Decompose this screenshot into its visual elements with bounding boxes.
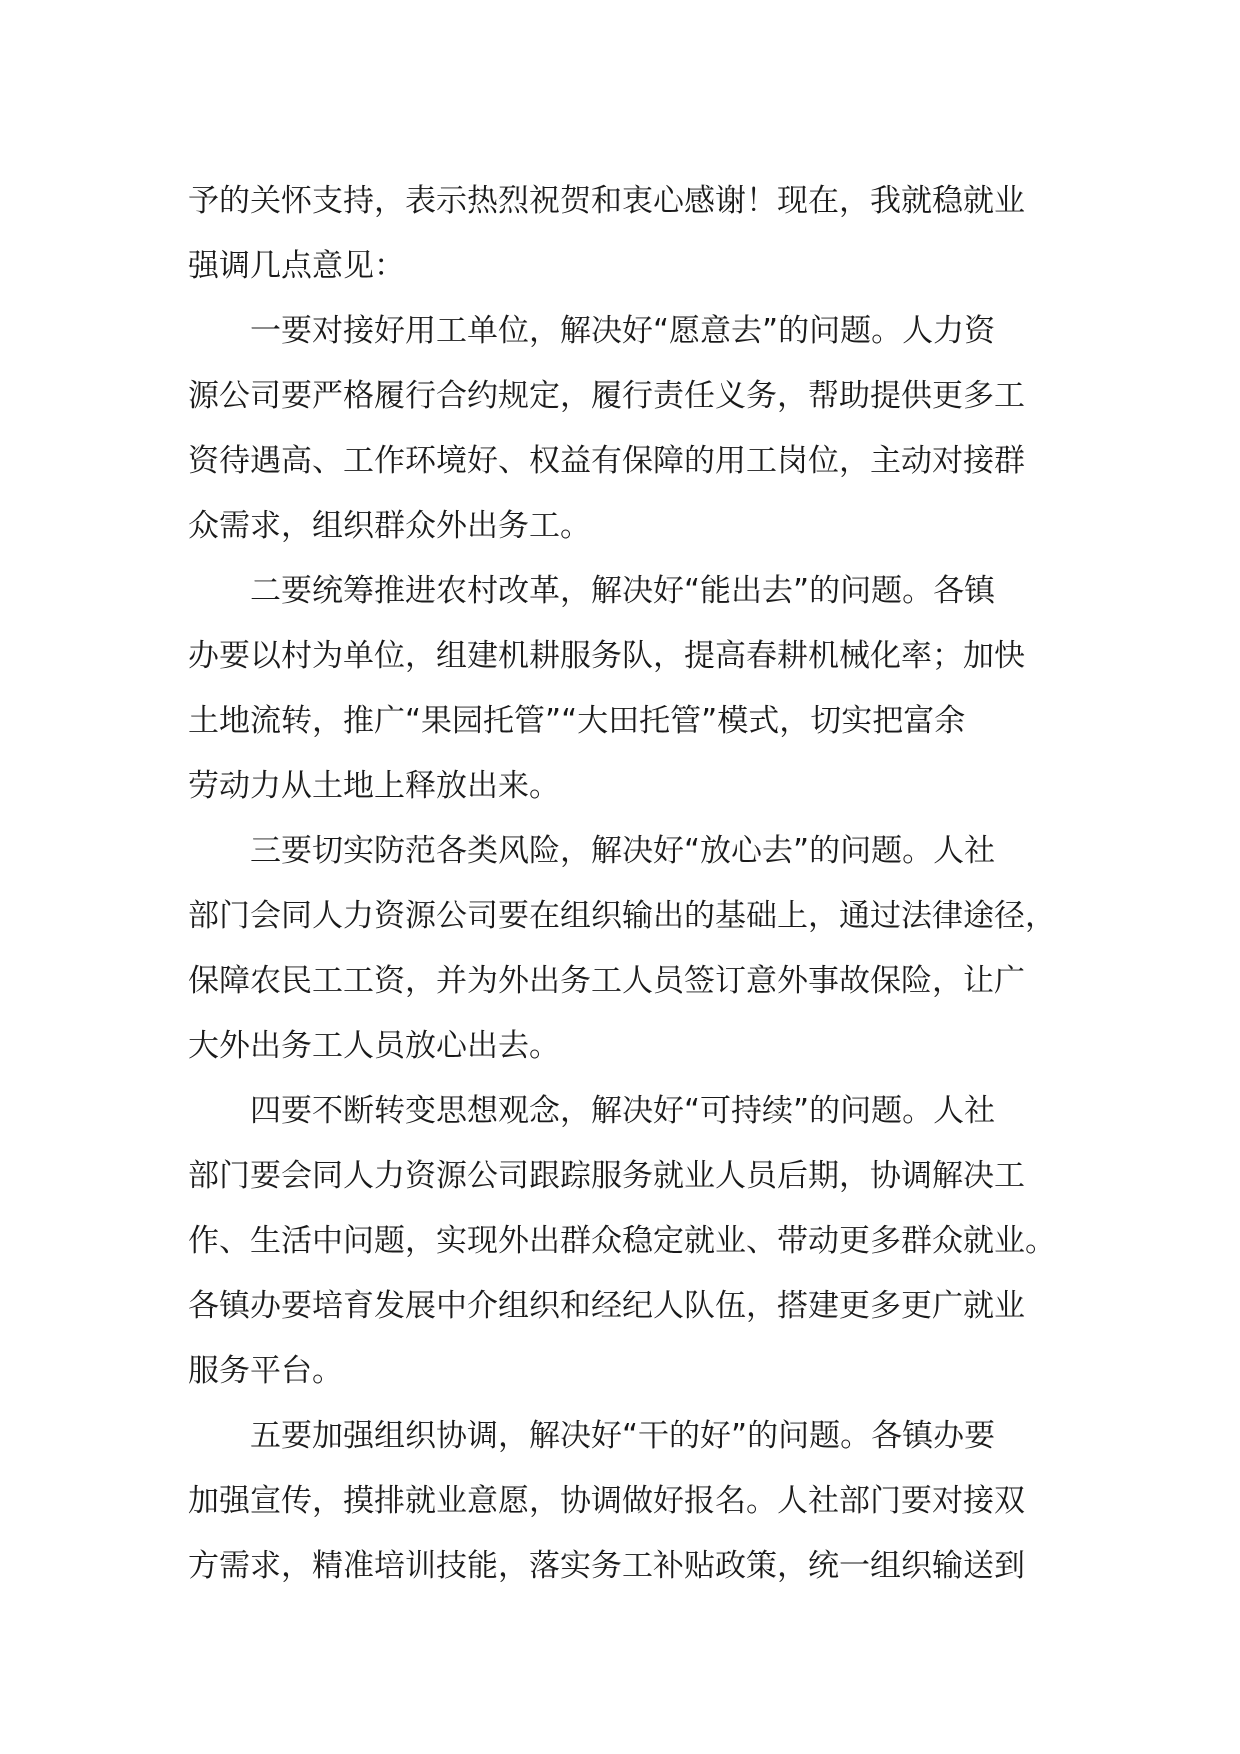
- paragraph-start-line: 三要切实防范各类风险，解决好“放心去”的问题。人社: [250, 833, 996, 869]
- text-line: 资待遇高、工作环境好、权益有保障的用工岗位，主动对接群: [188, 443, 1025, 479]
- text-line: 方需求，精准培训技能，落实务工补贴政策，统一组织输送到: [188, 1548, 1025, 1584]
- text-line: 土地流转，推广“果园托管”“大田托管”模式，切实把富余: [188, 703, 966, 739]
- text-line: 源公司要严格履行合约规定，履行责任义务，帮助提供更多工: [188, 378, 1025, 414]
- paragraph-start-line: 二要统筹推进农村改革，解决好“能出去”的问题。各镇: [250, 573, 996, 609]
- text-line: 劳动力从土地上释放出来。: [188, 768, 560, 804]
- text-line: 众需求，组织群众外出务工。: [188, 508, 591, 544]
- paragraph-start-line: 四要不断转变思想观念，解决好“可持续”的问题。人社: [250, 1093, 996, 1129]
- text-line: 部门会同人力资源公司要在组织输出的基础上，通过法律途径，: [188, 898, 1056, 934]
- text-line: 予的关怀支持，表示热烈祝贺和衷心感谢！现在，我就稳就业: [188, 183, 1025, 219]
- text-line: 大外出务工人员放心出去。: [188, 1028, 560, 1064]
- body-text: [188, 169, 1068, 1599]
- text-line: 强调几点意见：: [188, 248, 405, 284]
- text-line: 办要以村为单位，组建机耕服务队，提高春耕机械化率；加快: [188, 638, 1025, 674]
- text-line: 各镇办要培育发展中介组织和经纪人队伍，搭建更多更广就业: [188, 1288, 1025, 1324]
- text-line: 服务平台。: [188, 1353, 343, 1389]
- text-line: 部门要会同人力资源公司跟踪服务就业人员后期，协调解决工: [188, 1158, 1025, 1194]
- text-line: 作、生活中问题，实现外出群众稳定就业、带动更多群众就业。: [188, 1223, 1056, 1259]
- text-line: 保障农民工工资，并为外出务工人员签订意外事故保险，让广: [188, 963, 1025, 999]
- paragraph-start-line: 五要加强组织协调，解决好“干的好”的问题。各镇办要: [250, 1418, 996, 1454]
- paragraph-start-line: 一要对接好用工单位，解决好“愿意去”的问题。人力资: [250, 313, 996, 349]
- text-line: 加强宣传，摸排就业意愿，协调做好报名。人社部门要对接双: [188, 1483, 1025, 1519]
